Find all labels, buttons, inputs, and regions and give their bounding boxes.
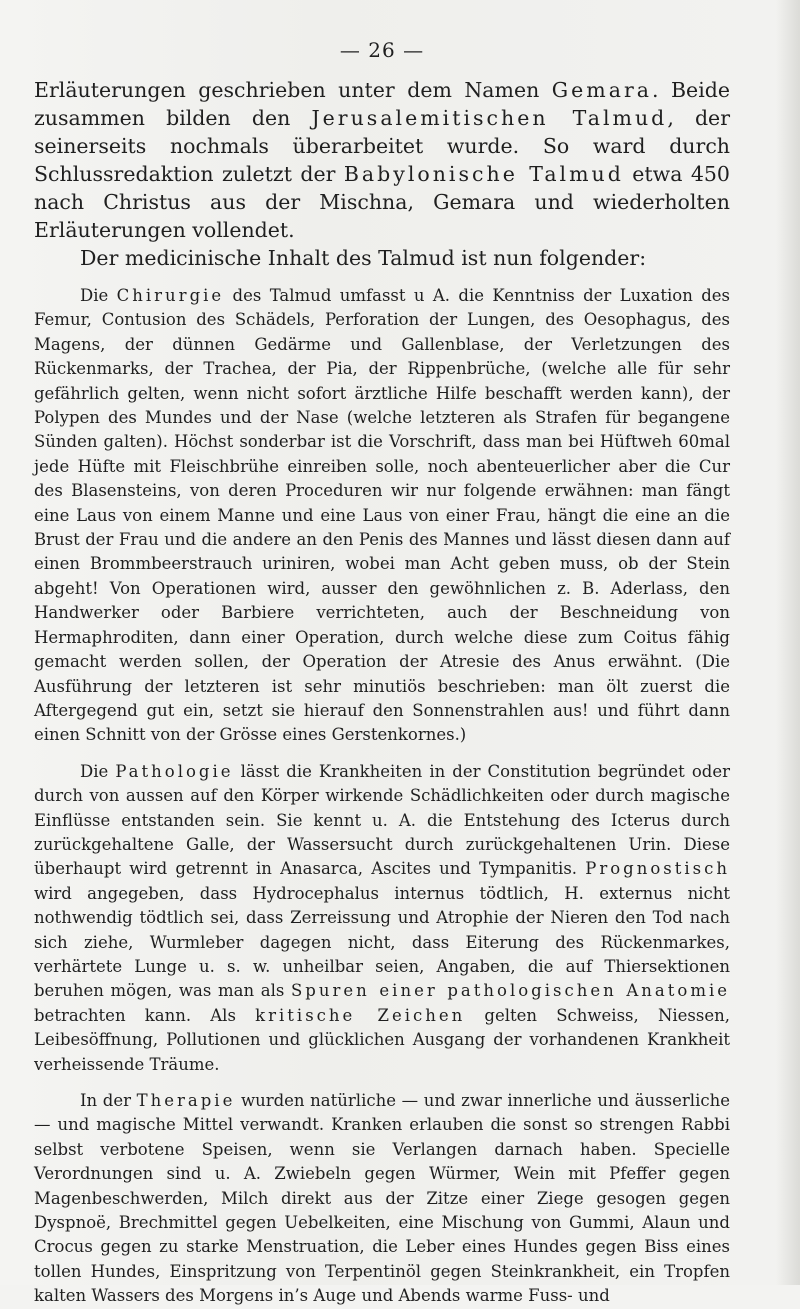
intro-section [34,76,730,272]
emphasis-jerusalemitischer-talmud: Jerusalemitischen Talmud [311,106,668,130]
intro-paragraph [34,76,730,244]
emphasis-therapie: Therapie [136,1091,236,1110]
text-run: Erläuterungen geschrieben unter dem Namen [34,78,552,102]
emphasis-pathologische-anatomie: Spuren einer pathologischen Anatomie [290,981,731,1001]
emphasis-prognostisch: Prognostisch [585,859,730,879]
text-run: etwa 450 nach Christus aus der Mischna, Gemara und wiederholten Erläuterungen vollendet. [34,162,730,242]
text-run: des Talmud umfasst u A. die Kenntniss der Luxation des Femur, Contusion des Schädels, Perforation der Lungen, des Oesophagus, des Magens, der dünnen Gedärme und Gallenblase, der Verletzungen des Rückenmarks, der Trachea, der Pia, der Rippenbrüche, (welche alle für sehr gefährlich gelten, wenn nicht sofort ärztliche Hilfe beschafft werden kann), der Polypen des Mundes und der Nase (welche letzteren als Strafen für begangene Sünden galten). Höchst sonderbar ist die Vorschrift, dass man bei Hüftweh 60mal jede Hüfte mit Fleischbrühe einreiben solle, noch abenteuerlicher aber die Cur des Blasensteins, von deren Proceduren wir nur folgende erwähnen: man fängt eine Laus von einem Manne und eine Laus von einer Frau, hängt die eine an die Brust der Frau und die andere an den Penis des Mannes und lässt diesen dann auf einen Brommbeerstrauch uriniren, wobei man Acht geben muss, ob der Stein abgeht! Von Operationen wird, ausser den gewöhnlichen z. B. Aderlass, den Handwerker oder Barbiere verrichteten, auch der Beschneidung von Hermaphroditen, dann einer Operation, durch welche diese zum Coitus fähig gemacht werden sollen, der Operation der Atresie des Anus erwähnt. (Die Ausführung der letzteren ist sehr minutiös beschrieben: man ölt zuerst die Aftergegend gut ein, setzt sie hierauf den Sonnenstrahlen aus! und führt dann einen Schnitt von der Grösse eines Gerstenkornes.) [34,286,731,745]
page-number: — 26 — [339,38,425,62]
body-section [34,284,730,1309]
text-run: betrachten kann. Als [34,1005,256,1025]
text-run: Die [80,286,117,305]
emphasis-kritische-zeichen: kritische Zeichen [255,1005,466,1025]
emphasis-babylonischer-talmud: Babylonische Talmud [343,162,624,186]
text-run: wurden natürliche — und zwar innerliche und äusserliche — und magische Mittel verwandt. Kranken erlauben die sonst so strengen Rabbi selbst verbotene Speisen, wenn sie Verlangen darnach haben. Specielle Verordnungen sind u. A. Zwiebeln gegen Würmer, Wein mit Pfeffer gegen Magenbeschwerden, Milch direkt aus der Zitze einer Ziege gesogen gegen Dyspnoë, Brechmittel gegen Uebelkeiten, eine Mischung von Gummi, Alaun und Crocus gegen zu starke Menstruation, die Leber eines Hundes gegen Biss eines tollen Hundes, Einspritzung von Terpentinöl gegen Steinkrankheit, ein Tropfen kalten Wassers des Morgens in’s Auge und Abends warme Fuss- und [34,1091,730,1306]
emphasis-chirurgie: Chirurgie [116,286,225,305]
paragraph-chirurgie [34,284,730,748]
emphasis-gemara: Gemara [551,78,652,102]
paragraph-pathologie [34,760,730,1077]
text-run: wird angegeben, dass Hydrocephalus internus tödtlich, H. externus nicht nothwendig tödtlich sei, dass Zerreissung und Atrophie der Nieren den Tod nach sich ziehe, Wurmleber dagegen nicht, dass Eiterung des Rückenmarkes, verhärtete Lunge u. s. w. unheilbar seien, Angaben, die auf Thiersektionen beruhen mögen, was man als [34,883,730,1001]
emphasis-pathologie: Pathologie [115,761,234,781]
text-run: , der seinerseits nochmals überarbeitet wurde. So ward durch Schlussredaktion zuletzt der [34,106,730,186]
text-run: In der [80,1091,137,1110]
text-run: lässt die Krankheiten in der Constitution begründet oder durch von aussen auf den Körper wirkende Schädlichkeiten oder durch magische Einflüsse entstanden sein. Sie kennt u. A. die Entstehung des Icterus durch zurückgehaltene Galle, der Wassersucht durch zurückgehaltenen Urin. Diese überhaupt wird getrennt in Anasarca, Ascites und Tympanitis. [34,761,731,879]
text-run: gelten Schweiss, Niessen, Leibesöffnung, Pollutionen und glücklichen Ausgang der vorhandenen Krankheit verheissende Träume. [34,1005,730,1074]
text-run: Die [80,761,116,781]
intro-lead-sentence: Der medicinische Inhalt des Talmud ist nun folgender: [80,246,647,270]
text-run: . Beide zusammen bilden den [34,78,731,130]
paragraph-therapie [34,1089,730,1309]
